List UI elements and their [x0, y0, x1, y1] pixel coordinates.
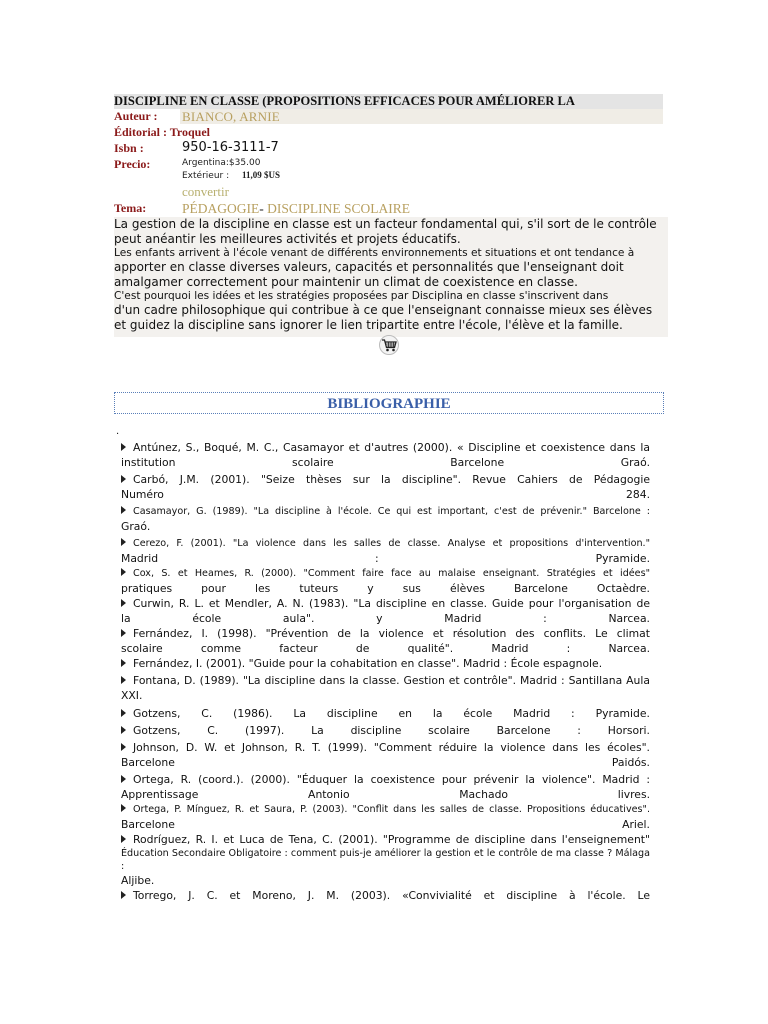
bib-entry-9-cont: XXI.: [121, 689, 143, 702]
bib-entry-8: Fernández, I. (2001). "Guide pour la cohabitation en classe". Madrid : École espagnole.: [121, 656, 650, 671]
bullet-arrow-icon: [121, 443, 126, 451]
isbn-label: Isbn :: [114, 141, 144, 155]
description-paragraph-1: La gestion de la discipline en classe est un facteur fondamental qui, s'il sort de le contrôle peut anéantir les meilleures activités et projets éducatifs.: [114, 217, 657, 246]
bib-entry-3-cont: Graó.: [121, 520, 151, 533]
bullet-arrow-icon: [121, 726, 126, 734]
bullet-arrow-icon: [121, 709, 126, 717]
bib-entry-11: Gotzens, C. (1997). La discipline scolaire Barcelone : Horsori.: [121, 723, 650, 738]
tema-link-pedagogie[interactable]: PÉDAGOGIE: [182, 201, 260, 216]
price-exterior-row: [182, 170, 280, 181]
bibliography-dot: .: [116, 426, 120, 437]
isbn-row: [114, 141, 663, 157]
bullet-arrow-icon: [121, 775, 126, 783]
description-paragraph-5: d'un cadre philosophique qui contribue à ce que l'enseignant connaisse mieux ses élèves et guidez la discipline sans ignorer le lien tripartite entre l'école, l'élève et la famille.: [114, 303, 653, 332]
bullet-arrow-icon: [121, 629, 126, 637]
bullet-arrow-icon: [121, 568, 126, 576]
bullet-arrow-icon: [121, 538, 126, 546]
price-exterior-label: Extérieur :: [182, 171, 230, 181]
bib-entry-5-cont: pratiques pour les tuteurs y sus élèves Barcelone Octaèdre.: [121, 582, 650, 595]
bib-entry-7: Fernández, I. (1998). "Prévention de la violence et résolution des conflits. Le climat: [121, 626, 650, 641]
bibliography-heading-box: [114, 392, 664, 414]
bib-entry-9: Fontana, D. (1989). "La discipline dans la classe. Gestion et contrôle". Madrid : Santillana Aula: [121, 673, 650, 688]
author-row: [114, 109, 663, 125]
bib-entry-10: Gotzens, C. (1986). La discipline en la école Madrid : Pyramide.: [121, 706, 650, 721]
bib-entry-4: Cerezo, F. (2001). "La violence dans les salles de classe. Analyse et propositions d'intervention.": [121, 536, 650, 551]
price-label: Precio:: [114, 157, 151, 171]
bib-entry-12: Johnson, D. W. et Johnson, R. T. (1999). "Comment réduire la violence dans les écoles".: [121, 740, 650, 755]
tema-link-discipline[interactable]: DISCIPLINE SCOLAIRE: [267, 201, 411, 216]
bullet-arrow-icon: [121, 599, 126, 607]
bib-entry-2: Carbó, J.M. (2001). "Seize thèses sur la discipline". Revue Cahiers de Pédagogie: [121, 472, 650, 487]
bib-entry-15-cont: Éducation Secondaire Obligatoire : comment puis-je améliorer la gestion et le contrôle de ma classe ? Málaga :: [121, 848, 650, 872]
bibliography-list: [121, 440, 650, 903]
bib-entry-15: Rodríguez, R. I. et Luca de Tena, C. (2001). "Programme de discipline dans l'enseignement": [121, 832, 650, 847]
price-exterior-value: 11,09 $US: [242, 170, 281, 180]
bib-entry-5: Cox, S. et Heames, R. (2000). "Comment faire face au malaise enseignant. Stratégies et idées": [121, 566, 650, 581]
bib-entry-14: Ortega, P. Mínguez, R. et Saura, P. (2003). "Conflit dans les salles de classe. Propositions éducatives".: [121, 802, 650, 817]
bullet-arrow-icon: [121, 506, 126, 514]
bullet-arrow-icon: [121, 835, 126, 843]
bib-entry-4-cont: Madrid : Pyramide.: [121, 552, 650, 565]
description-paragraph-2: Les enfants arrivent à l'école venant de différents environnements et situations et ont tendance à: [114, 247, 635, 259]
bullet-arrow-icon: [121, 891, 126, 899]
bib-entry-3: Casamayor, G. (1989). "La discipline à l'école. Ce qui est important, c'est de prévenir." Barcelone :: [121, 504, 650, 519]
editorial-row: [114, 125, 663, 141]
bib-entry-12-cont: Barcelone Paidós.: [121, 756, 650, 769]
description-paragraph-4: C'est pourquoi les idées et les stratégies proposées par Disciplina en classe s'inscrivent dans: [114, 290, 609, 302]
bib-entry-1: Antúnez, S., Boqué, M. C., Casamayor et d'autres (2000). « Discipline et coexistence dans la: [121, 440, 650, 455]
book-description: [114, 217, 668, 337]
bib-entry-13: Ortega, R. (coord.). (2000). "Éduquer la coexistence pour prévenir la violence". Madrid :: [121, 772, 650, 787]
book-title: DISCIPLINE EN CLASSE (PROPOSITIONS EFFICACES POUR AMÉLIORER LA: [114, 94, 663, 109]
convert-link[interactable]: convertir: [182, 184, 229, 199]
isbn-value: 950-16-3111-7: [182, 140, 279, 155]
shopping-cart-icon[interactable]: [378, 335, 400, 355]
tema-label: Tema:: [114, 201, 147, 215]
description-paragraph-3: apporter en classe diverses valeurs, capacités et personnalités que l'enseignant doit amalgamer correctement pour maintenir un climat de coexistence en classe.: [114, 260, 624, 289]
bib-entry-16: Torrego, J. C. et Moreno, J. M. (2003). «Convivialité et discipline à l'école. Le: [121, 888, 650, 903]
tema-row: [114, 200, 663, 216]
bib-entry-7-cont: scolaire comme facteur de qualité". Madrid : Narcea.: [121, 642, 650, 655]
bullet-arrow-icon: [121, 659, 126, 667]
bullet-arrow-icon: [121, 676, 126, 684]
price-row: [114, 157, 663, 184]
bib-entry-14-cont: Barcelone Ariel.: [121, 818, 650, 831]
bib-entry-15-cont-2: Aljibe.: [121, 874, 155, 887]
book-record: [114, 94, 663, 332]
author-link[interactable]: BIANCO, ARNIE: [182, 109, 280, 124]
author-label: Auteur :: [114, 109, 158, 123]
bib-entry-6: Curwin, R. L. et Mendler, A. N. (1983). "La discipline en classe. Guide pour l'organisation de: [121, 596, 650, 611]
bib-entry-1-cont: institution scolaire Barcelone Graó.: [121, 456, 650, 469]
bullet-arrow-icon: [121, 743, 126, 751]
bullet-arrow-icon: [121, 804, 126, 812]
price-argentina: Argentina:$35.00: [182, 158, 261, 168]
tema-separator: -: [259, 201, 268, 216]
convert-row: [114, 184, 663, 200]
bullet-arrow-icon: [121, 475, 126, 483]
bibliography-heading: BIBLIOGRAPHIE: [327, 396, 451, 412]
bib-entry-6-cont: la école aula". y Madrid : Narcea.: [121, 612, 650, 625]
editorial-label: Éditorial : Troquel: [114, 125, 211, 139]
bib-entry-2-cont: Numéro 284.: [121, 488, 650, 501]
bib-entry-13-cont: Apprentissage Antonio Machado livres.: [121, 788, 650, 801]
tema-values: [182, 201, 410, 217]
